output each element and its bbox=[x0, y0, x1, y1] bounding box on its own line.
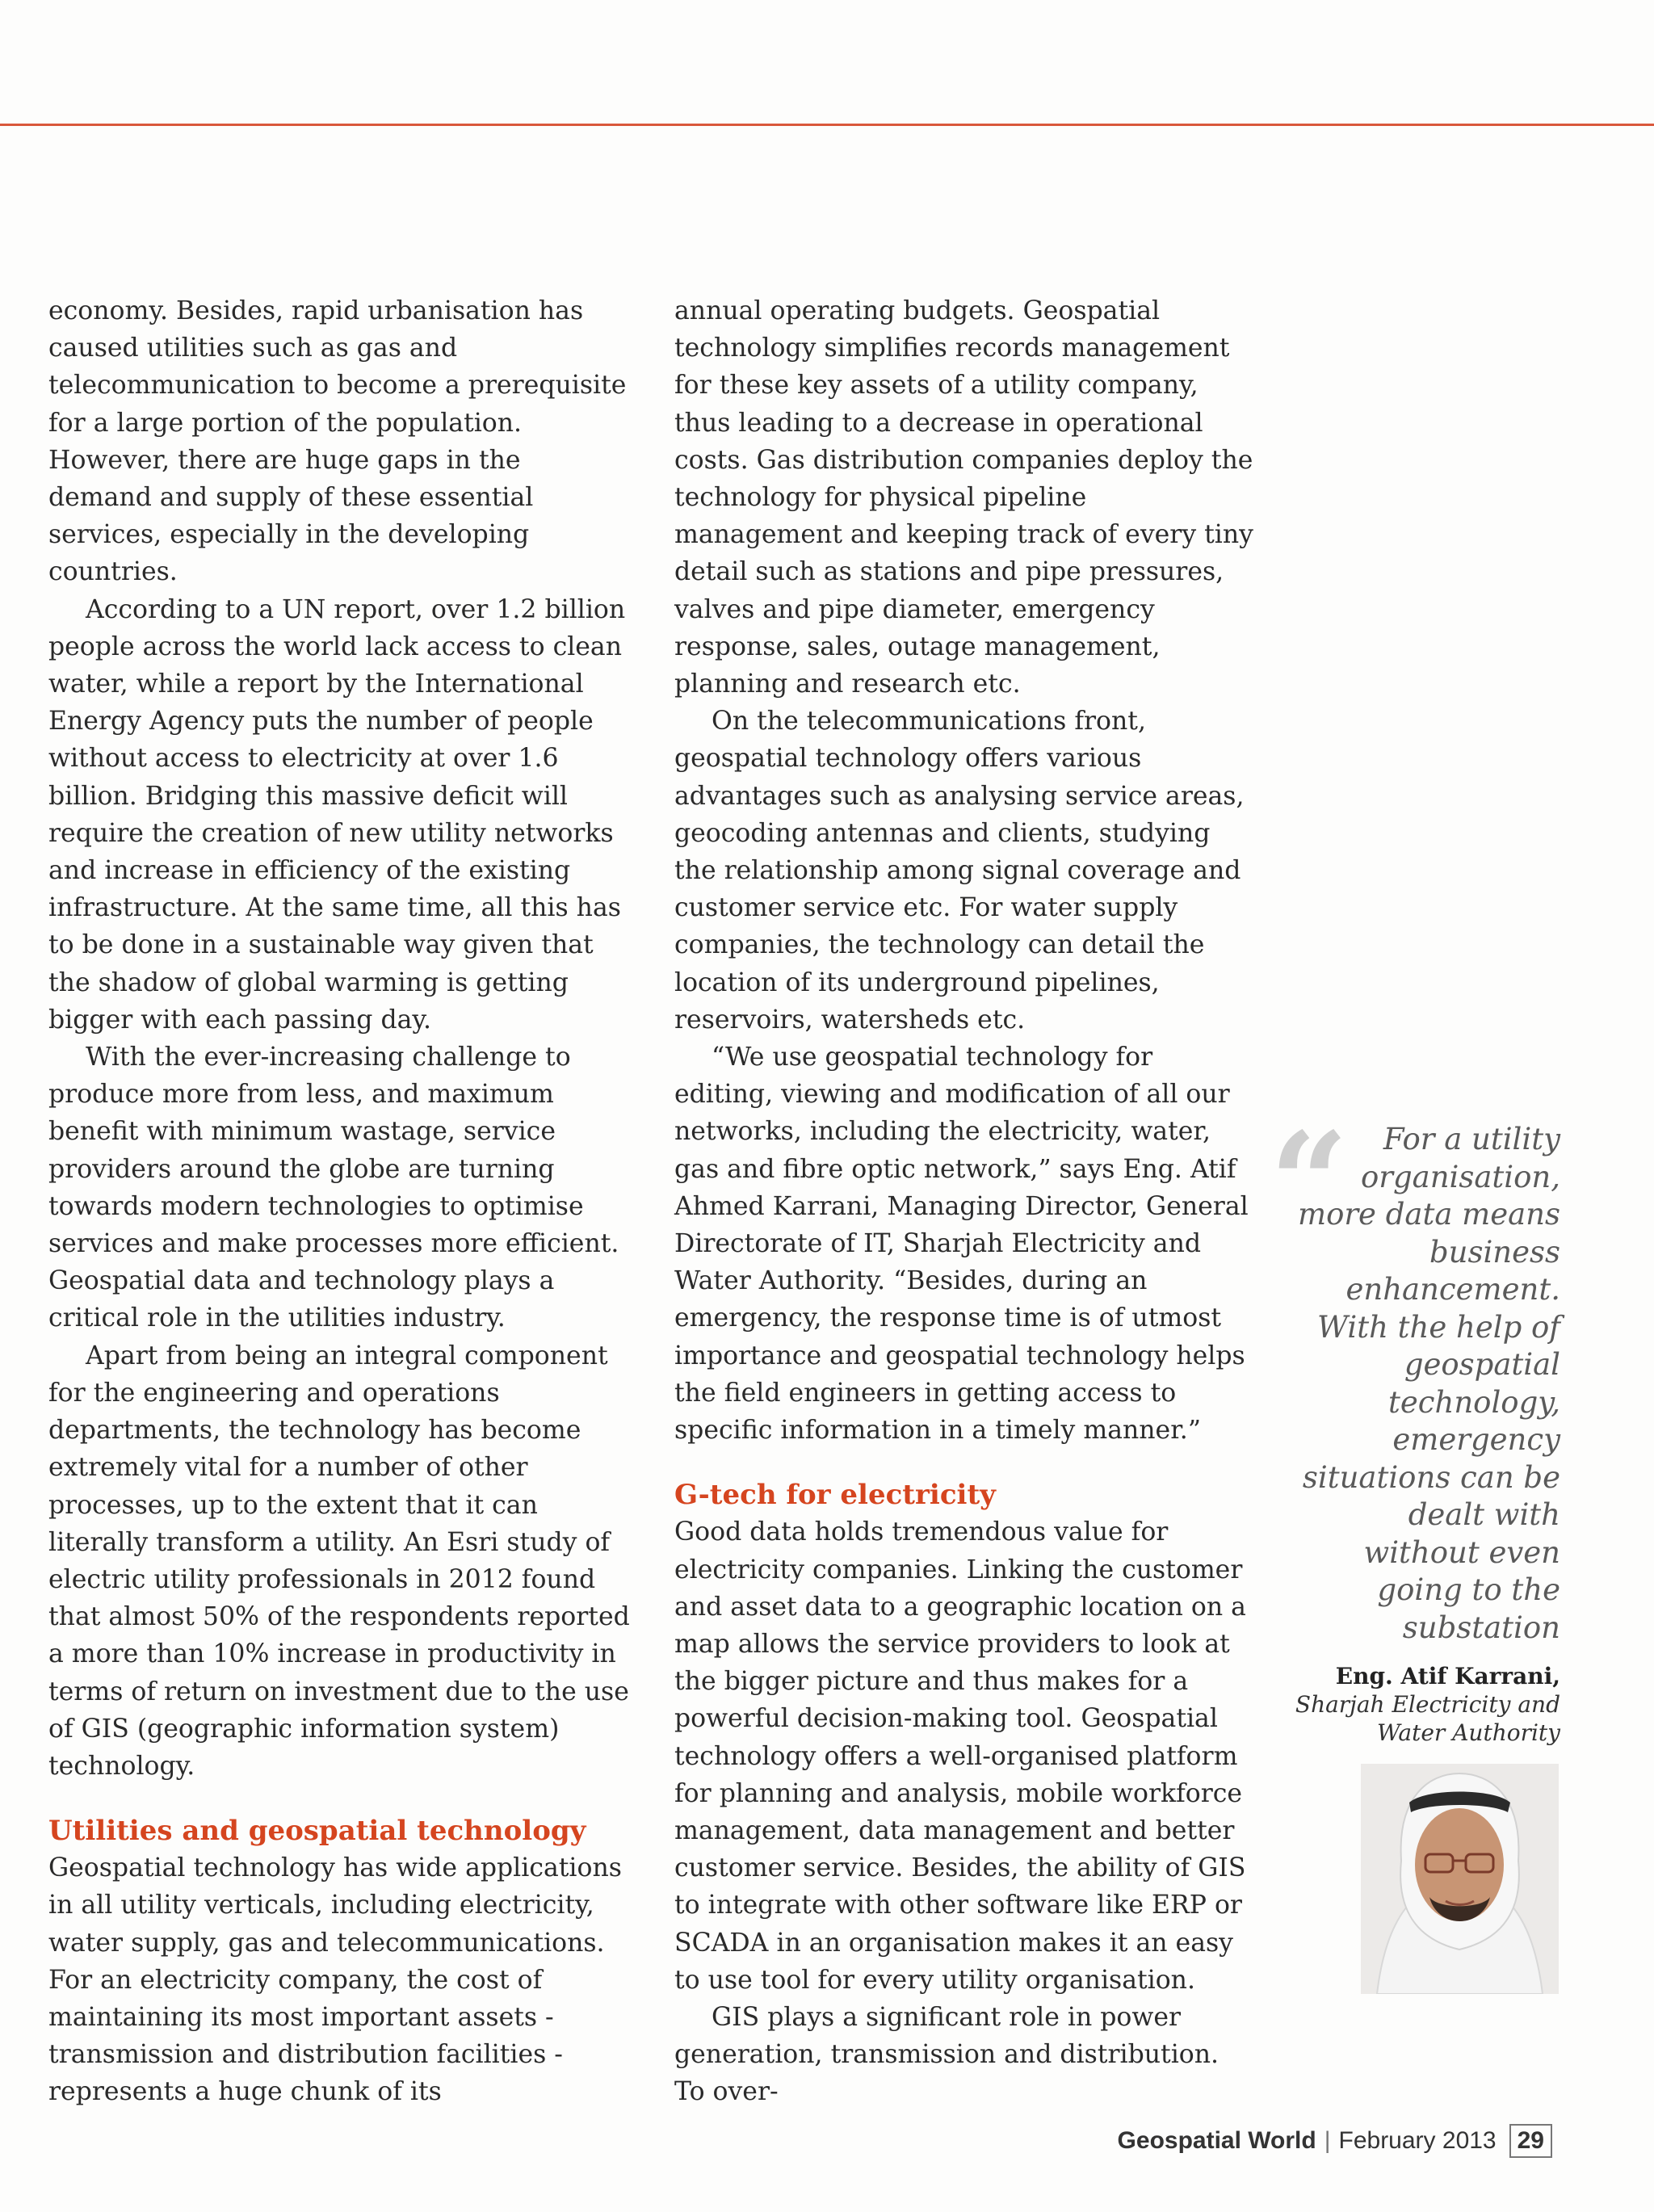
pull-quote: For a utility organisation, more data means business enhancement. With the help of geospatial technology, emergency situations can be dealt with without even going to the substation bbox=[1298, 1122, 1560, 1645]
section-heading: G-tech for electricity bbox=[674, 1479, 996, 1512]
issue-date: February 2013 bbox=[1338, 2127, 1497, 2154]
page-footer bbox=[1118, 2124, 1552, 2158]
article-column-left bbox=[48, 292, 630, 2111]
portrait-photo bbox=[1361, 1764, 1559, 1994]
attribution-name: Eng. Atif Karrani, bbox=[1335, 1663, 1560, 1689]
paragraph: Geospatial technology has wide applications in all utility verticals, including electricity, water supply, gas and telecommunications. For an electricity company, the cost of maintaining its most important assets - transmission and distribution facilities - represents a huge chunk of its bbox=[48, 1853, 622, 2107]
publication-name: Geospatial World bbox=[1117, 2127, 1316, 2154]
footer-separator: | bbox=[1324, 2127, 1331, 2154]
quote-mark-icon: “ bbox=[1270, 1102, 1349, 1264]
header-rule bbox=[0, 124, 1654, 126]
paragraph: According to a UN report, over 1.2 billion people across the world lack access to clean water, while a report by the International Energy Agency puts the number of people without access to electricity at over 1.6 billion. Bridging this massive deficit will require the creation of new utility networks and increase in efficiency of the existing infrastructure. At the same time, all this has to be done in a sustainable way given that the shadow of global warming is getting bigger with each passing day. bbox=[48, 594, 626, 1035]
paragraph: With the ever-increasing challenge to produce more from less, and maximum benefit with minimum wastage, service providers around the globe are turning towards modern technologies to optimise services and make processes more efficient. Geospatial data and technology plays a critical role in the utilities industry. bbox=[48, 1043, 619, 1333]
section-heading: Utilities and geospatial technology bbox=[48, 1815, 586, 1848]
page-number: 29 bbox=[1509, 2124, 1552, 2158]
quote-attribution bbox=[1260, 1662, 1560, 1747]
paragraph: Apart from being an integral component for the engineering and operations departments, the technology has become extremely vital for a number of other processes, up to the extent that it can literally transform a utility. An Esri study of electric utility professionals in 2012 found that almost 50% of the respondents reported a more than 10% increase in productivity in terms of return on investment due to the use of GIS (geographic information system) technology. bbox=[48, 1341, 630, 1781]
paragraph: On the telecommunications front, geospatial technology offers various advantages such as analysing service areas, geocoding antennas and clients, studying the relationship among signal coverage and customer service etc. For water supply companies, the technology can detail the location of its underground pipelines, reservoirs, watersheds etc. bbox=[674, 707, 1245, 1035]
paragraph: annual operating budgets. Geospatial technology simplifies records management for these key assets of a utility company, thus leading to a decrease in operational costs. Gas distribution companies deploy the technology for physical pipeline management and keeping track of every tiny detail such as stations and pipe pressures, valves and pipe diameter, emergency response, sales, outage management, planning and research etc. bbox=[674, 296, 1253, 699]
paragraph: “We use geospatial technology for editing, viewing and modification of all our networks, including the electricity, water, gas and fibre optic network,” says Eng. Atif Ahmed Karrani, Managing Director, General Directorate of IT, Sharjah Electricity and Water Authority. “Besides, during an emergency, the response time is of utmost importance and geospatial technology helps the field engineers in getting access to specific information in a timely manner.” bbox=[674, 1043, 1249, 1446]
attribution-org: Sharjah Electricity and bbox=[1295, 1691, 1560, 1718]
attribution-org: Water Authority bbox=[1377, 1719, 1560, 1746]
article-column-middle bbox=[674, 292, 1256, 2111]
paragraph: economy. Besides, rapid urbanisation has caused utilities such as gas and telecommunication to become a prerequisite for a large portion of the population. However, there are huge gaps in the demand and supply of these essential services, especially in the developing countries. bbox=[48, 296, 627, 587]
paragraph: GIS plays a significant role in power generation, transmission and distribution. To over- bbox=[674, 2002, 1220, 2107]
paragraph: Good data holds tremendous value for electricity companies. Linking the customer and asset data to a geographic location on a map allows the service providers to look at the bigger picture and thus makes for a powerful decision-making tool. Geospatial technology offers a well-organised platform for planning and analysis, mobile workforce management, data management and better customer service. Besides, the ability of GIS to integrate with other software like ERP or SCADA in an organisation makes it an easy to use tool for every utility organisation. bbox=[674, 1517, 1246, 1995]
